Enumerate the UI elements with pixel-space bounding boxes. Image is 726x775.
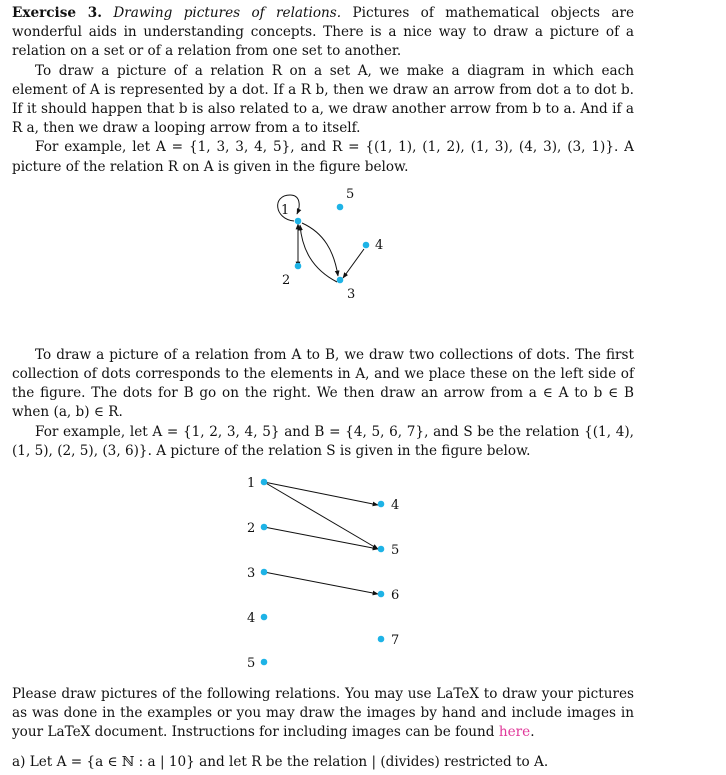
example-one: For example, let A = {1, 3, 3, 4, 5}, and R = {(1, 1), (1, 2), (1, 3), (4, 3), (3, 1)}. A picture of the relation R on A is given in the figure below. — [12, 139, 634, 175]
left-label-1: 1 — [247, 476, 256, 492]
left-label-5: 5 — [247, 656, 256, 672]
right-dot-5 — [378, 546, 385, 553]
right-dot-7 — [378, 636, 385, 643]
node-label-5: 5 — [346, 186, 355, 202]
exercise-title: Drawing pictures of relations. — [113, 5, 342, 21]
left-label-2: 2 — [247, 521, 256, 537]
instructions-text: Please draw pictures of the following relations. You may use LaTeX to draw your pictures as was done in the examples or you may draw the images by hand and include images in your LaTeX document. Instructions for including images can be found — [12, 686, 634, 741]
node-label-4: 4 — [375, 237, 384, 253]
figure-1-svg — [12, 183, 634, 338]
instructions-link[interactable]: here — [498, 724, 531, 741]
exercise-intro — [12, 4, 634, 62]
node-label-2: 2 — [282, 272, 291, 288]
example-two: For example, let A = {1, 2, 3, 4, 5} and B = {4, 5, 6, 7}, and S be the relation {(1, 4), (1, 5), (2, 5), (3, 6)}. A picture of the relation S is given in the figure below. — [12, 423, 634, 459]
node-dot-3 — [337, 277, 344, 284]
figure-relation-from-to — [12, 469, 634, 679]
instructions-paragraph — [12, 685, 634, 743]
right-label-4: 4 — [391, 498, 400, 514]
left-dot-3 — [261, 569, 268, 576]
right-label-7: 7 — [391, 633, 400, 649]
node-dot-4 — [363, 242, 370, 249]
right-label-5: 5 — [391, 543, 400, 559]
arrow-4-3 — [343, 249, 364, 278]
exercise-page — [12, 4, 634, 772]
figure-relation-on-set — [12, 183, 634, 338]
node-dot-5 — [337, 204, 344, 211]
left-label-3: 3 — [247, 566, 256, 582]
spacer — [12, 743, 634, 753]
arrow-1-5 — [264, 482, 378, 549]
left-dot-4 — [261, 614, 268, 621]
arrow-1-4 — [264, 482, 378, 505]
left-dot-2 — [261, 524, 268, 531]
exercise-intro-text: Pictures of mathematical objects are wonderful aids in understanding concepts. There is a nice way to draw a picture of a relation on a set or of a relation from one set to another. — [12, 5, 634, 60]
arrow-1-3 — [302, 223, 338, 276]
arrow-3-6 — [264, 572, 378, 594]
node-dot-1 — [295, 218, 302, 225]
node-dot-2 — [295, 263, 302, 270]
paragraph-relation-on-set: To draw a picture of a relation R on a set A, we make a diagram in which each element of A is represented by a dot. If a R b, then we draw an arrow from dot a to dot b. If it should happen that b is also related to a, we draw another arrow from b to a. And if a R a, then we draw a looping arrow from a to itself. — [12, 62, 634, 137]
part-a: a) Let A = {a ∈ ℕ : a | 10} and let R be the relation | (divides) restricted to A. — [12, 753, 549, 770]
node-label-1: 1 — [281, 202, 290, 218]
left-dot-5 — [261, 659, 268, 666]
left-dot-1 — [261, 479, 268, 486]
instructions-end: . — [530, 724, 535, 741]
exercise-label: Exercise 3. — [12, 5, 102, 21]
right-label-6: 6 — [391, 588, 400, 604]
right-dot-6 — [378, 591, 385, 598]
figure-2-svg — [12, 469, 634, 679]
node-label-3: 3 — [347, 286, 356, 302]
arrow-2-5 — [264, 527, 378, 549]
left-label-4: 4 — [247, 611, 256, 627]
paragraph-relation-from-to: To draw a picture of a relation from A to B, we draw two collections of dots. The first collection of dots corresponds to the elements in A, and we place these on the left side of the figure. The dots for B go on the right. We then draw an arrow from a ∈ A to b ∈ B when (a, b) ∈ R. — [12, 346, 634, 421]
right-dot-4 — [378, 501, 385, 508]
